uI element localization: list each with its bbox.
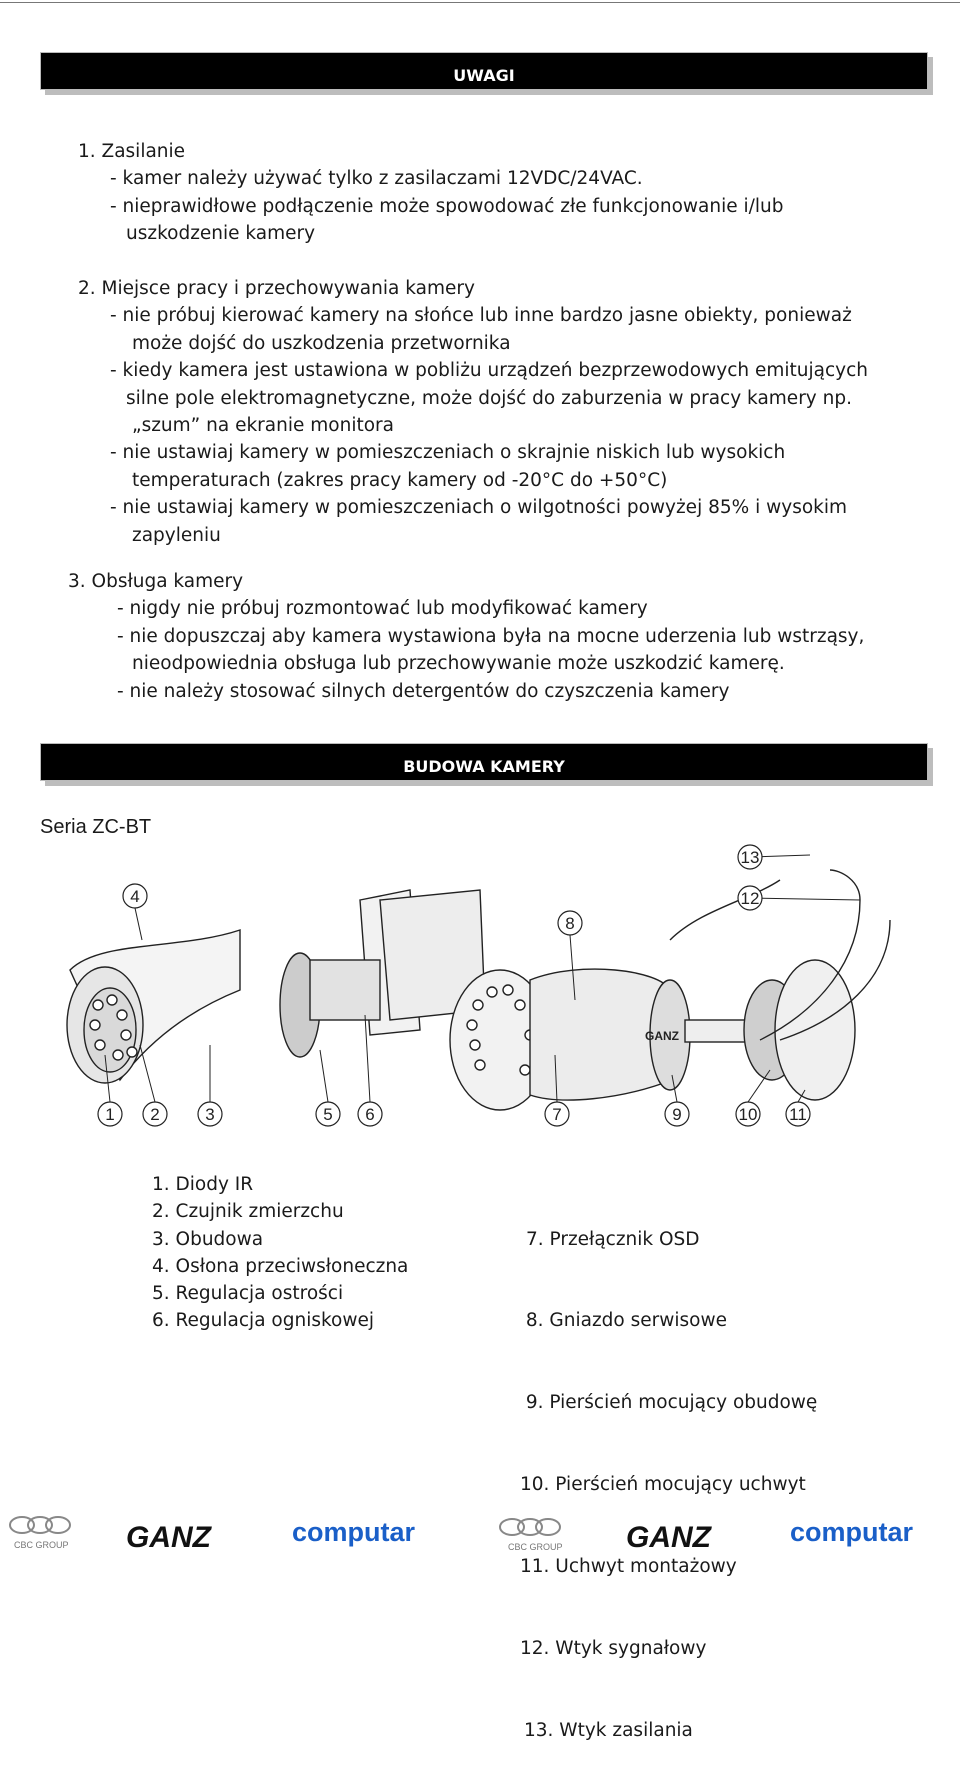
section-3-line: nieodpowiednia obsługa lub przechowywanie może uszkodzić kamerę. [132, 653, 785, 675]
cbc-logo-text: CBC GROUP [14, 1540, 69, 1550]
banner-budowa-title: BUDOWA KAMERY [403, 756, 565, 776]
cbc-logo-text: CBC GROUP [508, 1542, 563, 1552]
part-item: 4. Osłona przeciwsłoneczna [152, 1255, 409, 1277]
section-2-line: - nie ustawiaj kamery w pomieszczeniach o skrajnie niskich lub wysokich [110, 442, 786, 464]
section-2-body [110, 302, 868, 549]
parts-list-left [152, 1171, 408, 1335]
section-3-body [117, 595, 864, 705]
section-1 [78, 138, 185, 165]
ganz-logo: GANZ [626, 1521, 711, 1554]
part-item: 9. Pierścień mocujący obudowę [520, 1392, 818, 1414]
section-2 [78, 275, 475, 302]
camera-diagram [60, 840, 920, 1140]
section-2-line: „szum” na ekranie monitora [132, 415, 394, 437]
part-item: 13. Wtyk zasilania [524, 1719, 693, 1741]
section-2-line: może dojść do uszkodzenia przetwornika [132, 332, 511, 354]
section-2-line: - nie ustawiaj kamery w pomieszczeniach o wilgotności powyżej 85% i wysokim [110, 497, 848, 519]
section-3-heading: 3. Obsługa kamery [68, 571, 244, 592]
cbc-logo [10, 1517, 70, 1550]
part-item: 11. Uchwyt montażowy [520, 1556, 737, 1578]
section-2-line: - nie próbuj kierować kamery na słońce lub inne bardzo jasne obiekty, ponieważ [110, 305, 852, 327]
callout-1: 1 [105, 1105, 115, 1124]
callout-11: 11 [789, 1105, 807, 1124]
section-1-heading: 1. Zasilanie [78, 141, 186, 162]
callout-5: 5 [323, 1105, 333, 1124]
callout-8: 8 [565, 914, 575, 933]
banner-uwagi [40, 52, 928, 90]
section-3-line: - nie dopuszczaj aby kamera wystawiona była na mocne uderzenia lub wstrząsy, [117, 625, 865, 647]
section-2-line: temperaturach (zakres pracy kamery od -20°C do +50°C) [132, 469, 668, 491]
callout-4: 4 [130, 887, 140, 906]
part-item: 7. Przełącznik OSD [526, 1228, 700, 1250]
part-item: 12. Wtyk sygnałowy [520, 1638, 707, 1660]
section-1-line: - nieprawidłowe podłączenie może spowodować złe funkcjonowanie i/lub [110, 195, 784, 217]
cbc-logo [500, 1519, 563, 1552]
part-item: 2. Czujnik zmierzchu [152, 1201, 344, 1223]
section-3-line: - nigdy nie próbuj rozmontować lub modyfikować kamery [117, 598, 648, 620]
section-3 [68, 568, 243, 595]
footer-logos [0, 1505, 960, 1558]
callout-10: 10 [738, 1105, 758, 1124]
callout-2: 2 [150, 1105, 160, 1124]
part-item: 5. Regulacja ostrości [152, 1283, 344, 1305]
section-1-line: uszkodzenie kamery [126, 223, 316, 245]
part-item: 10. Pierścień mocujący uchwyt [520, 1474, 806, 1496]
section-1-line: - kamer należy używać tylko z zasilaczami 12VDC/24VAC. [110, 168, 643, 190]
callout-3: 3 [205, 1105, 215, 1124]
ganz-logo: GANZ [126, 1521, 211, 1554]
section-3-line: - nie należy stosować silnych detergentów do czyszczenia kamery [117, 680, 730, 702]
banner-uwagi-title: UWAGI [453, 65, 515, 85]
computar-logo: computar [292, 1517, 416, 1547]
section-2-line: silne pole elektromagnetyczne, może dojść do zaburzenia w pracy kamery np. [126, 387, 852, 409]
part-item: 8. Gniazdo serwisowe [520, 1310, 727, 1332]
callout-9: 9 [672, 1105, 682, 1124]
callout-13: 13 [740, 848, 760, 867]
series-label: Seria ZC-BT [40, 816, 152, 838]
parts-list-right [520, 1171, 817, 1772]
section-1-body [110, 165, 783, 247]
computar-logo: computar [790, 1517, 914, 1547]
callout-12: 12 [740, 889, 760, 908]
part-item: 3. Obudowa [152, 1228, 264, 1250]
section-2-line: - kiedy kamera jest ustawiona w pobliżu urządzeń bezprzewodowych emitujących [110, 360, 868, 382]
callout-6: 6 [365, 1105, 375, 1124]
part-item: 6. Regulacja ogniskowej [152, 1310, 374, 1332]
section-2-heading: 2. Miejsce pracy i przechowywania kamery [78, 278, 475, 299]
part-item: 1. Diody IR [152, 1174, 254, 1195]
top-rule [0, 2, 960, 3]
section-2-line: zapyleniu [132, 524, 221, 546]
banner-budowa [40, 743, 928, 781]
callout-7: 7 [552, 1105, 562, 1124]
diagram-brand: GANZ [645, 1029, 679, 1043]
